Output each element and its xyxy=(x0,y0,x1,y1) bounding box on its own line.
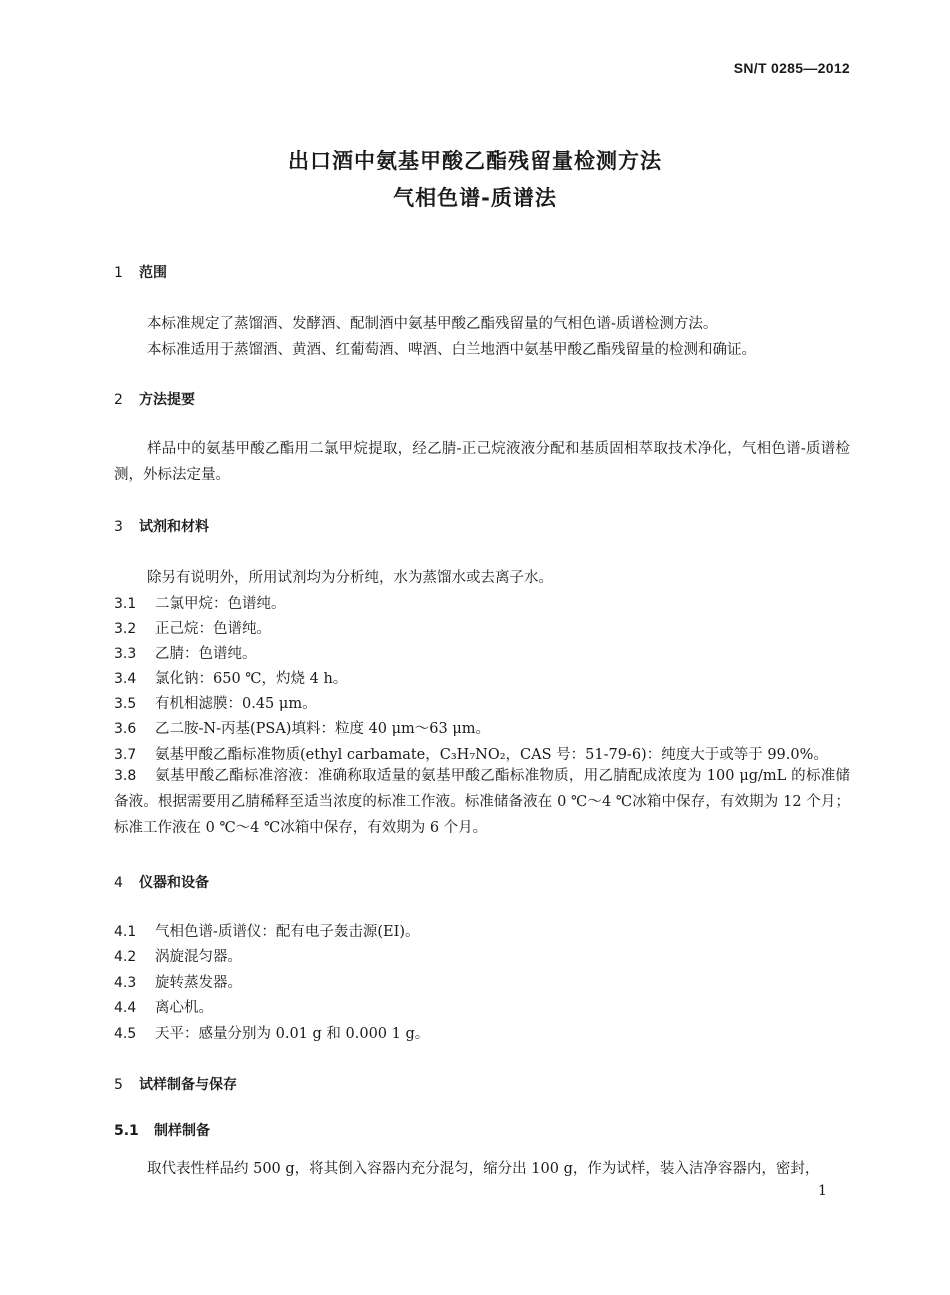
section-number: 1 xyxy=(114,265,123,281)
section-title: 试样制备与保存 xyxy=(139,1077,237,1093)
section-number: 4 xyxy=(114,875,123,891)
section-title: 试剂和材料 xyxy=(139,519,209,535)
section-heading-4 xyxy=(114,872,209,892)
item-number: 4.5 xyxy=(114,1026,137,1042)
paragraph: 样品中的氨基甲酸乙酯用二氯甲烷提取，经乙腈-正己烷液液分配和基质固相萃取技术净化，气相色谱-质谱检测，外标法定量。 xyxy=(114,441,850,483)
item-number: 3.1 xyxy=(114,596,137,612)
subsection-title: 制样制备 xyxy=(154,1123,210,1139)
item-text: 天平：感量分别为 0.01 g 和 0.000 1 g。 xyxy=(155,1026,430,1042)
item-number: 3.6 xyxy=(114,721,137,737)
item-text: 有机相滤膜：0.45 μm。 xyxy=(155,696,317,712)
item-text: 旋转蒸发器。 xyxy=(155,975,242,991)
paragraph: 本标准规定了蒸馏酒、发酵酒、配制酒中氨基甲酸乙酯残留量的气相色谱-质谱检测方法。 xyxy=(147,316,718,332)
section-title: 方法提要 xyxy=(139,392,195,408)
item-number: 4.2 xyxy=(114,949,137,965)
subsection-heading-5-1 xyxy=(114,1120,210,1140)
section-heading-5 xyxy=(114,1074,237,1094)
item-number: 4.3 xyxy=(114,975,137,991)
item-text: 离心机。 xyxy=(155,1000,213,1016)
list-item xyxy=(114,667,347,688)
item-text: 正己烷：色谱纯。 xyxy=(155,621,271,637)
list-item xyxy=(114,743,828,764)
paragraph: 本标准适用于蒸馏酒、黄酒、红葡萄酒、啤酒、白兰地酒中氨基甲酸乙酯残留量的检测和确证。 xyxy=(147,342,756,358)
document-title: 出口酒中氨基甲酸乙酯残留量检测方法 xyxy=(288,149,662,173)
item-text: 乙腈：色谱纯。 xyxy=(155,646,257,662)
subsection-number: 5.1 xyxy=(114,1123,139,1139)
list-item xyxy=(114,996,213,1017)
item-text: 二氯甲烷：色谱纯。 xyxy=(155,596,286,612)
section-title: 范围 xyxy=(139,265,167,281)
list-item xyxy=(114,617,271,638)
section-number: 3 xyxy=(114,519,123,535)
list-item xyxy=(114,763,850,841)
paragraph: 除另有说明外，所用试剂均为分析纯，水为蒸馏水或去离子水。 xyxy=(147,570,553,586)
paragraph: 取代表性样品约 500 g，将其倒入容器内充分混匀，缩分出 100 g，作为试样，装入洁净容器内，密封， xyxy=(147,1161,820,1177)
item-text: 乙二胺-N-丙基(PSA)填料：粒度 40 μm～63 μm。 xyxy=(155,721,491,737)
list-item xyxy=(114,945,242,966)
item-number: 4.4 xyxy=(114,1000,137,1016)
list-item xyxy=(114,717,490,738)
item-text: 氯化钠：650 ℃，灼烧 4 h。 xyxy=(155,671,348,687)
document-subtitle: 气相色谱-质谱法 xyxy=(393,186,557,210)
item-text: 气相色谱-质谱仪：配有电子轰击源(EI)。 xyxy=(155,924,420,940)
item-number: 3.4 xyxy=(114,671,137,687)
list-item xyxy=(114,1022,429,1043)
list-item xyxy=(114,971,242,992)
section-number: 5 xyxy=(114,1077,123,1093)
item-text: 氨基甲酸乙酯标准物质(ethyl carbamate，C₃H₇NO₂，CAS 号：51-79-6)：纯度大于或等于 99.0%。 xyxy=(155,747,828,763)
item-number: 3.5 xyxy=(114,696,137,712)
item-text: 涡旋混匀器。 xyxy=(155,949,242,965)
section-heading-1 xyxy=(114,262,167,282)
list-item xyxy=(114,642,257,663)
section-title: 仪器和设备 xyxy=(139,875,209,891)
section-heading-3 xyxy=(114,516,209,536)
item-number: 3.7 xyxy=(114,747,137,763)
item-number: 3.8 xyxy=(114,768,137,784)
item-text: 氨基甲酸乙酯标准溶液：准确称取适量的氨基甲酸乙酯标准物质，用乙腈配成浓度为 100 μg/mL 的标准储备液。根据需要用乙腈稀释至适当浓度的标准工作液。标准储备液在 0 ℃～4 ℃冰箱中保存，有效期为 12 个月；标准工作液在 0 ℃～4 ℃冰箱中保存，有效期为 6 个月。 xyxy=(114,768,850,836)
page-number: 1 xyxy=(818,1183,827,1199)
section-heading-2 xyxy=(114,389,195,409)
list-item xyxy=(114,920,420,941)
standard-code: SN/T 0285—2012 xyxy=(733,60,850,76)
item-number: 4.1 xyxy=(114,924,137,940)
list-item xyxy=(114,692,317,713)
item-number: 3.3 xyxy=(114,646,137,662)
item-number: 3.2 xyxy=(114,621,137,637)
section-number: 2 xyxy=(114,392,123,408)
list-item xyxy=(114,592,286,613)
